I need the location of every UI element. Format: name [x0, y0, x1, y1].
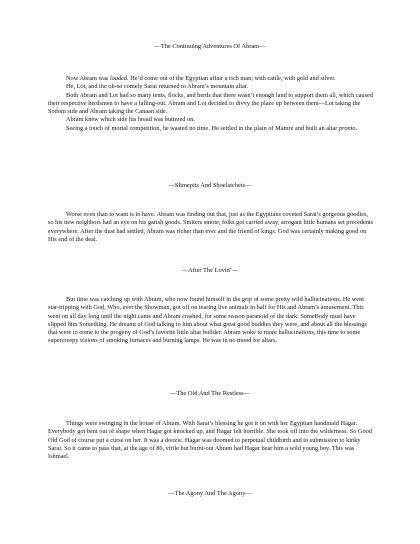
section-heading-old-and-restless: —The Old And The Restless—: [169, 390, 251, 397]
section-heading-agony: —The Agony And The Agony—: [168, 490, 252, 497]
emphasis-text: loaded: [109, 75, 128, 82]
paragraph: He, Lot, and the oh-so comely Sarai returned to Abram’s mountain altar.: [66, 83, 249, 91]
text: Seeing a touch of mortal competition, he wasted no time. He settled in the plain of Mamre and built an altar: [66, 124, 339, 132]
section-slimepits-body: [48, 211, 374, 244]
paragraph: Both Abram and Lot had so many tents, flocks, and herds that there wasn’t enough land to support them all, which caused their respective herdsmen to have a falling-out. Abram and Lot decided to divvy the place up between them—Lot taking the Sodom side and Abram taking the Canaan side.: [48, 91, 373, 116]
section-heading-continuing-adventures: —The Continuing Adventures Of Abram—: [154, 43, 266, 50]
section-old-and-restless-body: [48, 420, 374, 461]
paragraph: [48, 75, 374, 83]
section-continuing-adventures-body: [48, 75, 374, 133]
section-after-the-lovin-body: [48, 296, 374, 346]
paragraph: [48, 125, 374, 133]
text: .: [355, 124, 358, 132]
section-heading-after-the-lovin: —After The Lovin’—: [181, 267, 239, 274]
text: Now Abram was: [66, 75, 110, 82]
paragraph: Abram knew which side his bread was buttered on.: [66, 116, 195, 124]
section-heading-slimepits: —Slimepits And Shoelatchets—: [168, 182, 252, 189]
paragraph: Worse even than to want is to have. Abram was finding out that, just as the Egyptians coveted Sarai’s gorgeous goodies, so his new neighbors had an eye on his garish goods. Smiters smote, folks got carried away, arrogant little humans set precedents everywhere. After the dust had settled, Abram was richer than ever and the friend of kings. God was certainly making good on His end of the deal.: [48, 211, 374, 243]
paragraph: But time was catching up with Abram, who now found himself in the grip of some pretty wild hallucinations. He went star-tripping with God, Who, ever the Showman, got off on tearing live animals in half for His and Abram’s amusement. This went on all day long until the night came and Abram crashed, for some reason paranoid of the dark. SomeBody must have slipped him Something. He dreamt of God talking to him about what great good buddies they were, and about all the blessings that were to come to the progeny of God’s favorite little altar builder. Abram woke to more hallucinations, this time to some supercreepy visions of smoking furnaces and burning lamps. He was in no mood for altars.: [48, 296, 367, 345]
text: . He’d come out of the Egyptian affair a rich man; with cattle, with gold and silver.: [127, 75, 336, 82]
emphasis-text: pronto: [338, 124, 356, 132]
paragraph: Things were swinging in the house of Abram. With Sarai’s blessing he got it on with her Egyptian handmaid Hagar. Everybody got bent out of shape when Hagar got knocked up, and Hagar felt horrible. She took off into the wilderness. So Good Old God of course put a curse on her. It was a doozie. Hagar was doomed to perpetual childbirth and to submission to kinky Sarai. So it came to pass that, at the age of 86, virile but burnt-out Abram had Hagar bear him a wild young boy. This was Ishmael.: [48, 420, 372, 461]
